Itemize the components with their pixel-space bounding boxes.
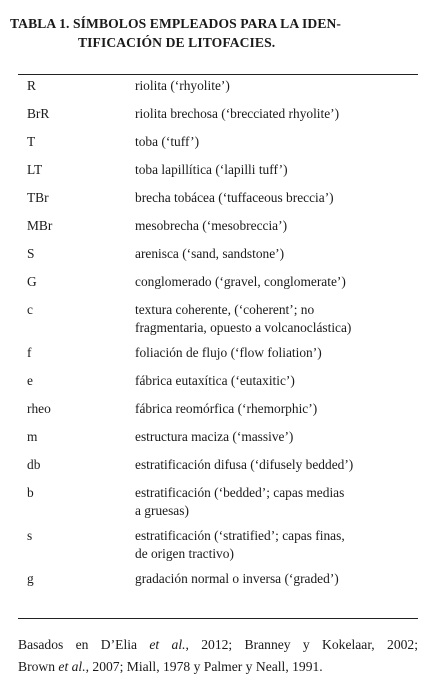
table-title-line-2: TIFICACIÓN DE LITOFACIES. bbox=[78, 35, 276, 50]
symbol-cell: TBr bbox=[27, 190, 49, 205]
table-row bbox=[18, 301, 418, 337]
lithofacies-table bbox=[18, 77, 418, 598]
description-cell bbox=[135, 273, 418, 291]
symbol-cell: S bbox=[27, 246, 35, 261]
description-line: fragmentaria, opuesto a volcanoclástica) bbox=[135, 320, 352, 335]
description-line: brecha tobácea (‘tuffaceous breccia’) bbox=[135, 190, 334, 205]
description-line: arenisca (‘sand, sandstone’) bbox=[135, 246, 285, 261]
symbol-cell: f bbox=[27, 345, 32, 360]
table-row bbox=[18, 344, 418, 362]
symbol-cell: e bbox=[27, 373, 33, 388]
description-cell bbox=[135, 77, 418, 95]
footnote-line-2 bbox=[18, 656, 418, 678]
footnote-text: Basados en D’Elia bbox=[18, 637, 150, 652]
description-line: mesobrecha (‘mesobreccia’) bbox=[135, 218, 288, 233]
description-line: fábrica eutaxítica (‘eutaxitic’) bbox=[135, 373, 295, 388]
table-top-rule bbox=[18, 74, 418, 75]
symbol-cell: T bbox=[27, 134, 36, 149]
description-line: gradación normal o inversa (‘graded’) bbox=[135, 571, 339, 586]
table-title-line-1: TABLA 1. SÍMBOLOS EMPLEADOS PARA LA IDEN- bbox=[10, 16, 342, 31]
description-cell bbox=[135, 189, 418, 207]
description-line: estratificación (‘bedded’; capas medias bbox=[135, 485, 345, 500]
symbol-cell: BrR bbox=[27, 106, 50, 121]
description-line: textura coherente, (‘coherent’; no bbox=[135, 302, 315, 317]
table-row bbox=[18, 189, 418, 207]
table-footnote bbox=[18, 634, 418, 678]
symbol-cell: m bbox=[27, 429, 38, 444]
table-row bbox=[18, 372, 418, 390]
table-row bbox=[18, 570, 418, 588]
description-cell bbox=[135, 217, 418, 235]
table-row bbox=[18, 484, 418, 520]
description-cell bbox=[135, 456, 418, 474]
symbol-cell: g bbox=[27, 571, 34, 586]
symbol-cell: R bbox=[27, 78, 36, 93]
table-row bbox=[18, 400, 418, 418]
table-row bbox=[18, 133, 418, 151]
table-row bbox=[18, 217, 418, 235]
description-cell bbox=[135, 527, 418, 563]
symbol-cell: db bbox=[27, 457, 41, 472]
symbol-cell: G bbox=[27, 274, 37, 289]
symbol-cell: c bbox=[27, 302, 33, 317]
description-cell bbox=[135, 161, 418, 179]
description-cell bbox=[135, 570, 418, 588]
footnote-line-1 bbox=[18, 634, 418, 656]
footnote-text: Brown bbox=[18, 659, 59, 674]
description-line: de origen tractivo) bbox=[135, 546, 234, 561]
table-row bbox=[18, 77, 418, 95]
description-cell bbox=[135, 344, 418, 362]
description-line: toba lapillítica (‘lapilli tuff’) bbox=[135, 162, 288, 177]
footnote-italic: et al. bbox=[149, 637, 186, 652]
table-row bbox=[18, 456, 418, 474]
table-title bbox=[10, 14, 424, 52]
table-row bbox=[18, 245, 418, 263]
table-bottom-rule bbox=[18, 618, 418, 619]
description-line: estratificación (‘stratified’; capas finas, bbox=[135, 528, 345, 543]
description-line: riolita brechosa (‘brecciated rhyolite’) bbox=[135, 106, 340, 121]
footnote-text: , 2007; Miall, 1978 y Palmer y Neall, 1991. bbox=[85, 659, 323, 674]
description-line: toba (‘tuff’) bbox=[135, 134, 200, 149]
table-row bbox=[18, 527, 418, 563]
symbol-cell: rheo bbox=[27, 401, 51, 416]
symbol-cell: LT bbox=[27, 162, 43, 177]
table-row bbox=[18, 273, 418, 291]
description-cell bbox=[135, 400, 418, 418]
table-row bbox=[18, 428, 418, 446]
description-cell bbox=[135, 133, 418, 151]
footnote-italic: et al. bbox=[58, 659, 86, 674]
description-line: riolita (‘rhyolite’) bbox=[135, 78, 230, 93]
footnote-text: , 2012; Branney y Kokelaar, 2002; bbox=[185, 637, 418, 652]
symbol-cell: s bbox=[27, 528, 33, 543]
table-row bbox=[18, 161, 418, 179]
description-cell bbox=[135, 245, 418, 263]
description-cell bbox=[135, 105, 418, 123]
symbol-cell: b bbox=[27, 485, 34, 500]
table-row bbox=[18, 105, 418, 123]
description-cell bbox=[135, 372, 418, 390]
description-cell bbox=[135, 301, 418, 337]
description-line: fábrica reomórfica (‘rhemorphic’) bbox=[135, 401, 318, 416]
symbol-cell: MBr bbox=[27, 218, 53, 233]
description-line: conglomerado (‘gravel, conglomerate’) bbox=[135, 274, 346, 289]
description-line: estructura maciza (‘massive’) bbox=[135, 429, 294, 444]
description-line: foliación de flujo (‘flow foliation’) bbox=[135, 345, 322, 360]
description-cell bbox=[135, 428, 418, 446]
description-line: estratificación difusa (‘difusely bedded’) bbox=[135, 457, 354, 472]
description-line: a gruesas) bbox=[135, 503, 189, 518]
description-cell bbox=[135, 484, 418, 520]
